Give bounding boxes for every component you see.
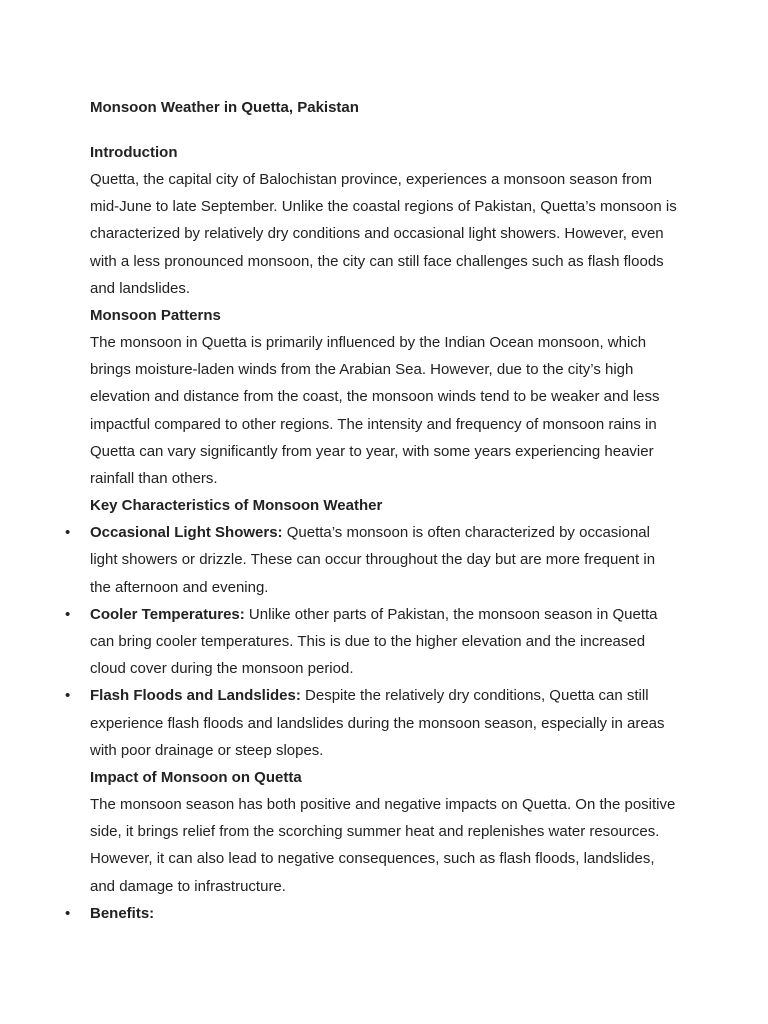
bullet-term: Flash Floods and Landslides: xyxy=(90,687,301,705)
document-content xyxy=(65,96,680,927)
bullet-text: Despite the relatively dry conditions, Quetta can still experience flash floods and landslides during the monsoon season, especially in areas with poor drainage or steep slopes. xyxy=(90,687,665,759)
title-spacer xyxy=(90,120,680,139)
bullet-term: Benefits: xyxy=(90,904,155,922)
impact-list xyxy=(65,900,680,927)
list-item xyxy=(65,519,680,601)
document-title: Monsoon Weather in Quetta, Pakistan xyxy=(90,99,359,116)
bullet-term: Cooler Temperatures: xyxy=(90,605,245,623)
bullet-icon: • xyxy=(65,524,71,542)
introduction-heading: Introduction xyxy=(90,144,178,161)
bullet-icon: • xyxy=(65,904,71,922)
key-characteristics-heading: Key Characteristics of Monsoon Weather xyxy=(90,497,383,515)
introduction-paragraph: Quetta, the capital city of Balochistan province, experiences a monsoon season from mid-June to late September. Unlike the coastal regions of Pakistan, Quetta’s monsoon is characterized by relatively dry conditions and occasional light showers. However, even with a less pronounced monsoon, the city can still face challenges such as flash floods and landslides. xyxy=(90,171,677,297)
bullet-icon: • xyxy=(65,687,71,705)
bullet-text: Unlike other parts of Pakistan, the monsoon season in Quetta can bring cooler temperatures. This is due to the higher elevation and the increased cloud cover during the monsoon period. xyxy=(90,605,658,678)
bullet-icon: • xyxy=(65,605,71,623)
bullet-text: Quetta’s monsoon is often characterized by occasional light showers or drizzle. These can occur throughout the day but are more frequent in the afternoon and evening. xyxy=(90,524,656,596)
list-item xyxy=(65,601,680,683)
key-characteristics-list xyxy=(65,519,680,764)
monsoon-patterns-paragraph: The monsoon in Quetta is primarily influenced by the Indian Ocean monsoon, which brings moisture-laden winds from the Arabian Sea. However, due to the city’s high elevation and distance from the coast, the monsoon winds tend to be weaker and less impactful compared to other regions. The intensity and frequency of monsoon rains in Quetta can vary significantly from year to year, with some years experiencing heavier rainfall than others. xyxy=(90,334,660,488)
bullet-term: Occasional Light Showers: xyxy=(90,524,283,542)
impact-paragraph: The monsoon season has both positive and negative impacts on Quetta. On the positive side, it brings relief from the scorching summer heat and replenishes water resources. However, it can also lead to negative consequences, such as flash floods, landslides, and damage to infrastructure. xyxy=(90,796,676,895)
impact-heading: Impact of Monsoon on Quetta xyxy=(90,769,302,787)
list-item xyxy=(65,682,680,764)
list-item xyxy=(65,900,680,927)
monsoon-patterns-heading: Monsoon Patterns xyxy=(90,307,221,325)
